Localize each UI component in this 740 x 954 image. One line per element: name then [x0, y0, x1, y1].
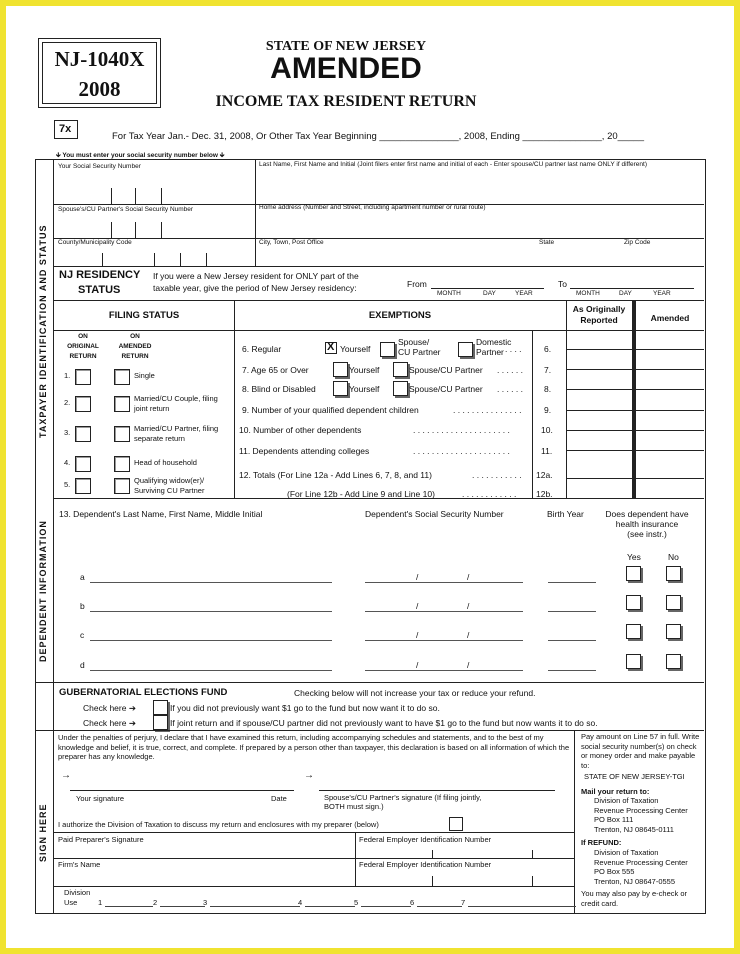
filing-status-label: Married/CU Partner, filing separate return [134, 424, 219, 443]
amount-original-input[interactable] [567, 390, 631, 409]
to-date-field[interactable] [570, 276, 694, 289]
filing-status-number: 1. [64, 371, 71, 380]
filing-status-number: 3. [64, 428, 71, 437]
dependent-ssn-input[interactable] [365, 601, 523, 612]
division-use-field[interactable] [160, 897, 208, 907]
division-use-field[interactable] [361, 897, 411, 907]
line7-yourself-checkbox[interactable] [333, 362, 348, 377]
form-id-box [38, 38, 161, 108]
filing-status-number: 5. [64, 480, 71, 489]
dependent-row-letter: a [80, 572, 85, 582]
dependent-row-letter: d [80, 660, 85, 670]
mail-title: Mail your return to: [581, 787, 650, 796]
spouse-ssn-field[interactable] [54, 214, 254, 238]
division-use-field[interactable] [305, 897, 355, 907]
exemptions-title: EXEMPTIONS [368, 310, 432, 321]
line7-label: 7. Age 65 or Over [242, 365, 309, 375]
mail-address: Division of Taxation Revenue Processing Center PO Box 111 Trenton, NJ 08645-0111 [594, 796, 688, 834]
filing-status-original-checkbox[interactable] [75, 426, 91, 442]
dependent-ssn-input[interactable] [365, 660, 523, 671]
division-use-field[interactable] [105, 897, 153, 907]
dependent-name-header: 13. Dependent's Last Name, First Name, Middle Initial [59, 509, 263, 519]
health-yes-checkbox[interactable] [626, 595, 641, 610]
ssn-separator: / [416, 601, 419, 611]
line8-spouse-checkbox[interactable] [393, 381, 408, 396]
fein-label-1: Federal Employer Identification Number [359, 835, 492, 844]
filing-status-number: 4. [64, 458, 71, 467]
elections-line-1: If you did not previously want $1 go to the fund but now want it to do so. [170, 703, 440, 713]
address-label: Home address (Number and Street, including apartment number or rural route) [259, 204, 486, 211]
line7-spouse-checkbox[interactable] [393, 362, 408, 377]
name-field[interactable] [256, 171, 704, 204]
preparer-signature-label: Paid Preparer's Signature [58, 835, 144, 844]
firm-name-label: Firm's Name [58, 860, 101, 869]
division-use-number: 3 [203, 898, 208, 907]
division-use-label: Division Use [64, 888, 91, 907]
state-title: STATE OF NEW JERSEY [265, 39, 427, 54]
birth-year-input[interactable] [548, 572, 596, 583]
elections-title: GUBERNATORIAL ELECTIONS FUND [59, 687, 228, 698]
amount-amended-input[interactable] [637, 451, 703, 477]
residency-text-2: taxable year, give the period of New Jersey residency: [153, 283, 357, 293]
form-page: NJ-1040X 2008 STATE OF NEW JERSEY AMENDED INCOME TAX RESIDENT RETURN 7x For Tax Year Jan.- Dec. 31, 2008, Or Other Tax Year Beginning _______________, 2008, Ending _______________, 20_____ 🡳 You must enter your social security number below 🡳 TAXPAYER IDENTIFICATION AND STATUS DEPENDENT INFORMATION SIGN HERE Your Social Security Number Last Name, First Name and Initial (Joint filers enter first name and initial of each - Enter spouse/CU partner last name ONLY if different) Spouse's/CU Partner's Social Security Number Home address (Number and Street, including apartment number or rural route) County/Municipality Code City, Town, Post Office State Zip Code NJ RESIDENCY STATUS If you were a New Jersey resident for ONLY part of the taxable year, give the period of New Jersey residency: From MONTH DAY YEAR To MONTH DAY YEAR FILING STATUS EXEMPTIONS As Originally Reported Amended ON ORIGINAL RETURN ON AMENDED RETURN 1. Single 2. Married/CU Couple, filing joint return 3. Married/CU Partner, filing separate return 4. Head of household 5. Qualifying widow(er)/ Surviving CU Partner 6. Regular X Yourself Spouse/ CU Partner Domestic Partner . . . . 6. 7. Age 65 or Over Yourself Spouse/CU Partner . . . . . . 7. 8. Blind or Disabled Yourself Spouse/CU Partner . . . . . . 8. 9. Number of your qualified dependent children . . . . . . . . . . . . . . . 9. 10. Number of other dependents . . . . . . . . . . . . . . . . . . . . . 10. 11. Dependents attending colleges . . . . . . . . . . . . . . . . . . . . . 11. 12. Totals (For Line 12a - Add Lines 6, 7, 8, and 11) . . . . . . . . . . . 12a. (For Line 12b - Add Line 9 and Line 10) . . . . . . . . . . . . 12b. 13. Dependent's Last Name, First Name, Middle Initial Dependent's Social Security Number Birth Year Does dependent have health insurance (see instr.) Yes No a / / b / / c / / d / / GUBERNATORIAL ELECTIONS FUND Checking below will not increase your tax or reduce your refund. Check here ➔ If you did not previously want $1 go to the fund but now want it to do so. Check here ➔ If joint return and if spouse/CU partner did not previously want to have $1 go to the fund but now wants it to do so. Under the penalties of perjury, I declare that I have examined this return, including accompanying schedules and statements, and to the best of my knowledge and belief, it is true, correct, and complete. If prepared by a person other than taxpayer, this declaration is based on all information of which the preparer has any knowledge. → → Your signature Date Spouse's/CU Partner's signature (If filing jointly, BOTH must sign.) I authorize the Division of Taxation to discuss my return and enclosures with my preparer (below) Paid Preparer's Signature Federal Employer Identification Number Firm's Name Federal Employer Identification Number Division Use 1 2 3 4 5 6 7 Pay amount on Line 57 in full. Write social security number(s) on check or money order and make payable to: STATE OF NEW JERSEY-TGI Mail your return to: Division of Taxation Revenue Processing Center PO Box 111 Trenton, NJ 08645-0111 If REFUND: Division of Taxation Revenue Processing Center PO Box 555 Trenton, NJ 08647-0555 You may also pay by e-check or credit card. [6, 6, 734, 948]
dependent-name-input[interactable] [90, 630, 332, 641]
filing-status-label: Single [134, 371, 155, 380]
to-label: To [558, 279, 567, 289]
taxpayer-side-label: TAXPAYER IDENTIFICATION AND STATUS [38, 224, 48, 438]
col-originally-reported: As Originally Reported [572, 304, 626, 325]
amended-title: AMENDED [270, 52, 422, 85]
form-id: NJ-1040X [54, 47, 145, 71]
ssn-separator: / [467, 601, 470, 611]
code-box: 7x [54, 120, 78, 139]
residency-title-2: STATUS [78, 284, 121, 296]
dependent-row-letter: b [80, 601, 85, 611]
health-no-checkbox[interactable] [666, 624, 681, 639]
amount-amended-input[interactable] [637, 331, 703, 348]
spouse-ssn-label: Spouse's/CU Partner's Social Security Number [58, 206, 194, 213]
city-label: City, Town, Post Office [259, 239, 324, 246]
amount-amended-input[interactable] [637, 479, 703, 497]
line6-spouse-checkbox[interactable] [380, 342, 395, 357]
health-yes-checkbox[interactable] [626, 654, 641, 669]
division-use-number: 1 [98, 898, 103, 907]
elections-line-2: If joint return and if spouse/CU partner did not previously want to have $1 go to the fund but now wants it to do so. [170, 718, 598, 728]
residency-text-1: If you were a New Jersey resident for ONLY part of the [153, 271, 359, 281]
elections-note: Checking below will not increase your tax or reduce your refund. [294, 688, 536, 698]
health-no-checkbox[interactable] [666, 566, 681, 581]
filing-status-label: Head of household [134, 458, 197, 467]
fein-field-2[interactable] [357, 869, 573, 885]
tax-year-line: For Tax Year Jan.- Dec. 31, 2008, Or Other Tax Year Beginning _______________, 2008, Ending _______________, 20_____ [112, 131, 645, 142]
return-subtitle: INCOME TAX RESIDENT RETURN [215, 93, 477, 110]
residency-title-1: NJ RESIDENCY [59, 269, 141, 281]
amount-original-input[interactable] [567, 331, 631, 348]
amount-original-input[interactable] [567, 479, 631, 497]
line8-label: 8. Blind or Disabled [242, 384, 316, 394]
elections-checkbox-2[interactable] [153, 715, 168, 730]
refund-title: If REFUND: [581, 838, 622, 847]
fs-col-original: ON ORIGINAL RETURN [67, 333, 99, 360]
line6-yourself-mark: X [327, 341, 335, 353]
authorize-checkbox[interactable] [449, 817, 463, 831]
ssn-separator: / [467, 572, 470, 582]
division-use-number: 7 [461, 898, 466, 907]
birth-year-input[interactable] [548, 660, 596, 671]
from-date-field[interactable] [431, 276, 544, 289]
payee: STATE OF NEW JERSEY-TGI [584, 772, 685, 781]
birth-year-header: Birth Year [547, 509, 584, 519]
filing-status-original-checkbox[interactable] [75, 478, 91, 494]
echeck-note: You may also pay by e-check or credit card. [581, 889, 688, 908]
birth-year-input[interactable] [548, 601, 596, 612]
line6-domestic-checkbox[interactable] [458, 342, 473, 357]
filing-status-amended-checkbox[interactable] [114, 456, 130, 472]
amount-amended-input[interactable] [637, 411, 703, 429]
health-no-checkbox[interactable] [666, 595, 681, 610]
line8-yourself-checkbox[interactable] [333, 381, 348, 396]
health-no-checkbox[interactable] [666, 654, 681, 669]
line9-label: 9. Number of your qualified dependent children [242, 405, 419, 415]
spouse-signature-label: Spouse's/CU Partner's signature (If filing jointly, BOTH must sign.) [324, 793, 482, 811]
division-use-number: 5 [354, 898, 359, 907]
state-label: State [539, 239, 555, 246]
date-label: Date [271, 794, 287, 803]
amount-amended-input[interactable] [637, 370, 703, 388]
division-use-number: 4 [298, 898, 303, 907]
dependent-name-input[interactable] [90, 601, 332, 612]
amount-original-input[interactable] [567, 431, 631, 449]
fein-label-2: Federal Employer Identification Number [359, 860, 492, 869]
city-field[interactable] [256, 248, 704, 266]
zip-label: Zip Code [624, 239, 651, 246]
from-label: From [407, 279, 427, 289]
line12a-label: 12. Totals (For Line 12a - Add Lines 6, 7, 8, and 11) [239, 470, 432, 480]
firm-name-field[interactable] [54, 869, 354, 885]
line10-label: 10. Number of other dependents [239, 425, 362, 435]
form-year: 2008 [78, 77, 121, 101]
ssn-separator: / [416, 660, 419, 670]
dependent-ssn-input[interactable] [365, 572, 523, 583]
refund-address: Division of Taxation Revenue Processing Center PO Box 555 Trenton, NJ 08647-0555 [594, 848, 688, 886]
line6-label: 6. Regular [242, 344, 282, 354]
preparer-signature-field[interactable] [54, 844, 354, 858]
authorize-text: I authorize the Division of Taxation to discuss my return and enclosures with my preparer (below) [58, 820, 379, 829]
amount-original-input[interactable] [567, 350, 631, 368]
ssn-separator: / [416, 630, 419, 640]
amount-amended-input[interactable] [637, 431, 703, 449]
amount-original-input[interactable] [567, 370, 631, 388]
ssn-separator: / [467, 660, 470, 670]
filing-status-amended-checkbox[interactable] [114, 369, 130, 385]
filing-status-amended-checkbox[interactable] [114, 426, 130, 442]
spouse-signature-line[interactable] [319, 790, 555, 791]
your-ssn-field[interactable] [54, 171, 254, 204]
check-here-2: Check here ➔ [83, 718, 136, 728]
signature-arrow-2: → [304, 770, 314, 781]
ssn-separator: / [467, 630, 470, 640]
line11-label: 11. Dependents attending colleges [239, 446, 370, 456]
col-amended: Amended [650, 313, 690, 323]
filing-status-amended-checkbox[interactable] [114, 396, 130, 412]
filing-status-original-checkbox[interactable] [75, 396, 91, 412]
amount-original-input[interactable] [567, 451, 631, 477]
address-field[interactable] [256, 214, 704, 238]
division-use-field[interactable] [210, 897, 303, 907]
your-ssn-label: Your Social Security Number [58, 163, 141, 170]
birth-year-input[interactable] [548, 630, 596, 641]
amount-amended-input[interactable] [637, 350, 703, 368]
dependent-ssn-header: Dependent's Social Security Number [365, 509, 504, 519]
dependent-name-input[interactable] [90, 660, 332, 671]
division-use-field[interactable] [417, 897, 462, 907]
your-signature-line[interactable] [70, 790, 294, 791]
fein-field-1[interactable] [357, 844, 573, 858]
filing-status-amended-checkbox[interactable] [114, 478, 130, 494]
elections-checkbox-1[interactable] [153, 700, 168, 715]
dependent-ssn-input[interactable] [365, 630, 523, 641]
filing-status-label: Married/CU Couple, filing joint return [134, 394, 218, 413]
ssn-note: 🡳 You must enter your social security number below 🡳 [56, 152, 225, 159]
division-use-number: 6 [410, 898, 415, 907]
check-here-1: Check here ➔ [83, 703, 136, 713]
county-code-label: County/Municipality Code [58, 239, 132, 246]
line12b-label: (For Line 12b - Add Line 9 and Line 10) [287, 489, 435, 499]
declaration-text: Under the penalties of perjury, I declare that I have examined this return, including accompanying schedules and statements, and to the best of my knowledge and belief, it is true, correct, and complete. If prepared by a person other than taxpayer, this declaration is based on all information of which the preparer has any knowledge. [58, 733, 570, 761]
dependent-row-letter: c [80, 630, 85, 640]
amount-original-input[interactable] [567, 411, 631, 429]
filing-status-label: Qualifying widow(er)/ Surviving CU Partner [134, 476, 205, 495]
amount-amended-input[interactable] [637, 390, 703, 409]
division-use-field[interactable] [468, 897, 576, 907]
division-use-number: 2 [153, 898, 158, 907]
filing-status-title: FILING STATUS [108, 310, 180, 321]
no-header: No [668, 552, 679, 562]
sign-side-label: SIGN HERE [38, 803, 48, 862]
yes-header: Yes [627, 552, 641, 562]
fs-col-amended: ON AMENDED RETURN [118, 333, 152, 360]
pay-instructions: Pay amount on Line 57 in full. Write social security number(s) on check or money order and make payable to: [581, 732, 700, 770]
your-signature-label: Your signature [76, 794, 125, 803]
ssn-separator: / [416, 572, 419, 582]
dependent-side-label: DEPENDENT INFORMATION [38, 520, 48, 662]
filing-status-original-checkbox[interactable] [75, 456, 91, 472]
filing-status-number: 2. [64, 398, 71, 407]
name-label: Last Name, First Name and Initial (Joint filers enter first name and initial of each - Enter spouse/CU partner last name ONLY if different) [259, 161, 648, 168]
health-header: Does dependent have health insurance (see instr.) [605, 509, 689, 539]
health-yes-checkbox[interactable] [626, 624, 641, 639]
health-yes-checkbox[interactable] [626, 566, 641, 581]
filing-status-original-checkbox[interactable] [75, 369, 91, 385]
dependent-name-input[interactable] [90, 572, 332, 583]
signature-arrow-1: → [61, 770, 71, 781]
